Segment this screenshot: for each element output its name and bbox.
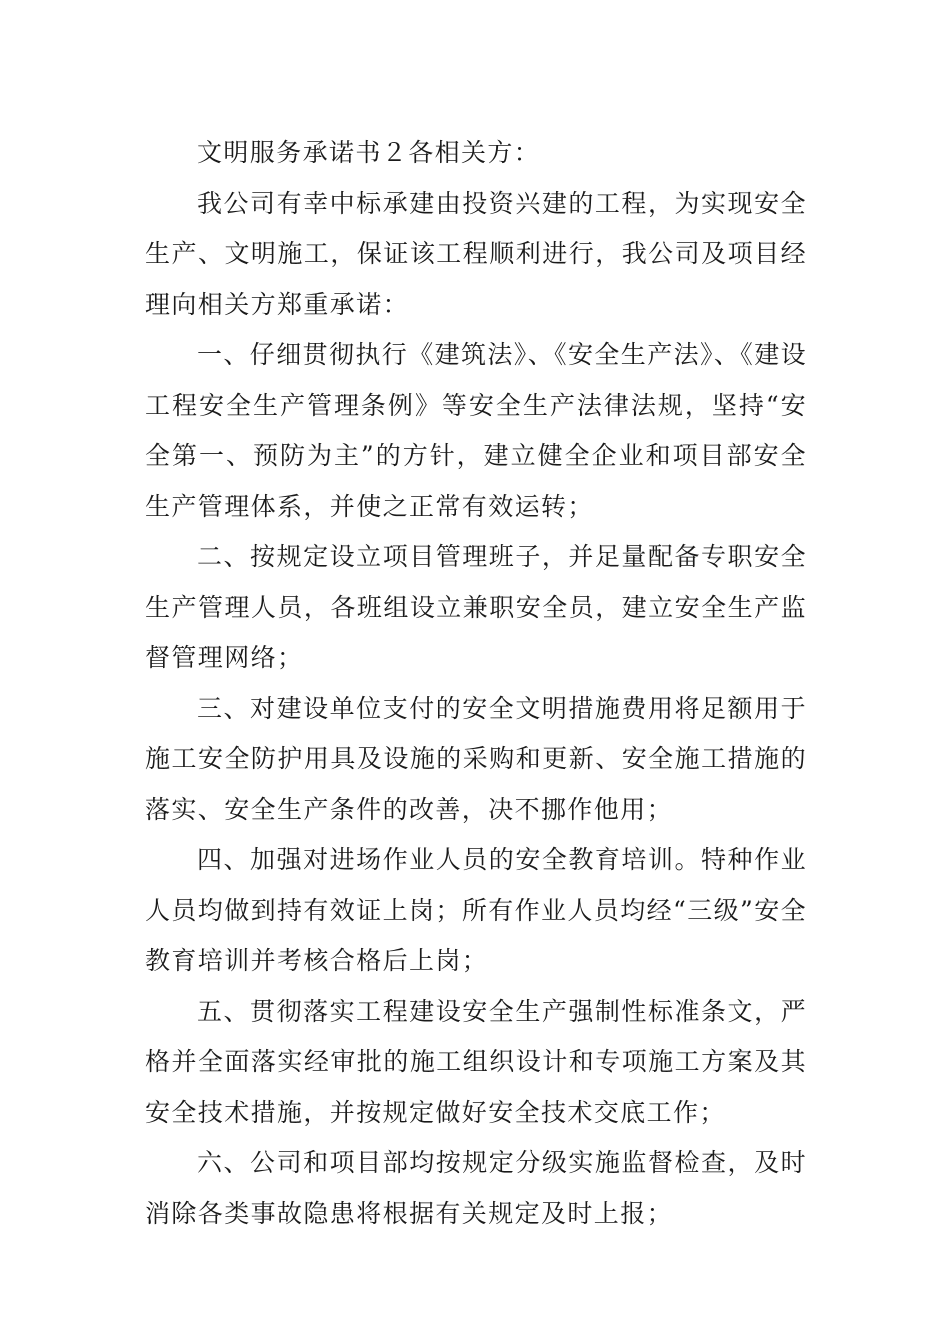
paragraph-item-1: 一、仔细贯彻执行《建筑法》、《安全生产法》、《建设工程安全生产管理条例》等安全生产法律法规，坚持“安全第一、预防为主”的方针，建立健全企业和项目部安全生产管理体系，并使之正常有效运转；: [145, 340, 808, 521]
paragraph-item-6: 六、公司和项目部均按规定分级实施监督检查，及时消除各类事故隐患将根据有关规定及时上报；: [145, 1148, 807, 1228]
document-page: [145, 128, 807, 1239]
paragraph-item-5: 五、贯彻落实工程建设安全生产强制性标准条文，严格并全面落实经审批的施工组织设计和专项施工方案及其安全技术措施，并按规定做好安全技术交底工作；: [145, 996, 807, 1127]
paragraph-item-2: 二、按规定设立项目管理班子，并足量配备专职安全生产管理人员，各班组设立兼职安全员，建立安全生产监督管理网络；: [145, 542, 807, 672]
document-heading: 文明服务承诺书２各相关方：: [197, 138, 541, 167]
paragraph-intro: 我公司有幸中标承建由投资兴建的工程，为实现安全生产、文明施工，保证该工程顺利进行，我公司及项目经理向相关方郑重承诺：: [145, 188, 807, 319]
paragraph-item-3: 三、对建设单位支付的安全文明措施费用将足额用于施工安全防护用具及设施的采购和更新、安全施工措施的落实、安全生产条件的改善，决不挪作他用；: [145, 693, 807, 824]
paragraph-item-4: 四、加强对进场作业人员的安全教育培训。特种作业人员均做到持有效证上岗；所有作业人员均经“三级”安全教育培训并考核合格后上岗；: [145, 845, 807, 975]
